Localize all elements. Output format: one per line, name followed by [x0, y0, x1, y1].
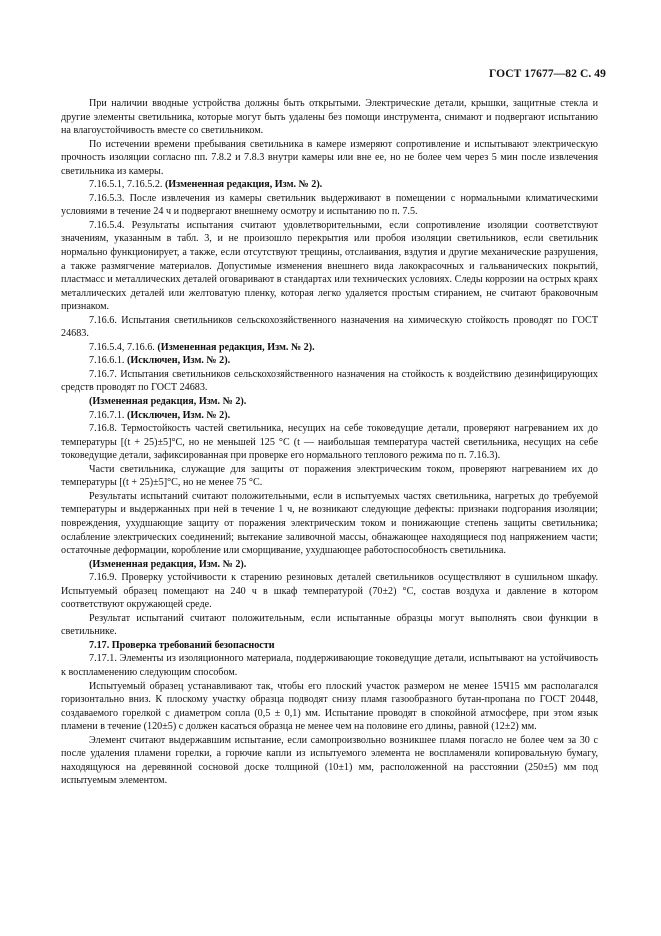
section-heading: 7.17. Проверка требований безопасности [89, 639, 275, 651]
paragraph: Элемент считают выдержавшим испытание, если самопроизвольно возникшее пламя погасло не более чем за 30 с после удаления пламени горелки, а горючие капли из испытуемого элемента не воспламеняли копировальную бумагу, находящуюся на деревянной сосновой доске толщиной (10±1) мм, расположенной на расстоянии (250±5) мм под испытуемым элементом. [61, 734, 598, 787]
paragraph: По истечении времени пребывания светильника в камере измеряют сопротивление и испытывают электрическую прочность изоляции согласно пп. 7.8.2 и 7.8.3 внутри камеры или вне ее, но не более чем через 5 мин после извлечения светильника из камеры. [61, 138, 598, 177]
amendment-note: 7.16.5.4, 7.16.6. (Измененная редакция, Изм. № 2). [89, 341, 315, 353]
paragraph: 7.16.6. Испытания светильников сельскохозяйственного назначения на химическую стойкость проводят по ГОСТ 24683. [61, 314, 598, 340]
paragraph: 7.17.1. Элементы из изоляционного материала, поддерживающие токоведущие детали, испытывают на устойчивость к воспламенению следующим способом. [61, 653, 598, 678]
paragraph: Испытуемый образец устанавливают так, чтобы его плоский участок размером не менее 15Ч15 мм располагался горизонтально вниз. К плоскому участку образца подводят снизу пламя газообразного бутан-пропана по ГОСТ 20448, создаваемого горелкой с диаметром сопла (0,5 ± 0,1) мм. Испытание проводят в спокойной атмосфере, при этом язык пламени в течение (120±5) с должен касаться образца не менее чем на половине его длины, равной (12±2) мм. [61, 680, 598, 733]
paragraph: 7.16.5.3. После извлечения из камеры светильник выдерживают в помещении с нормальными климатическими условиями в течение 24 ч и подвергают внешнему осмотру и испытанию по п. 7.5. [61, 192, 598, 218]
paragraph: Части светильника, служащие для защиты от поражения электрическим током, проверяют нагреванием их до температуры [(t + 25)±5]°C, но не менее 75 °C. [61, 463, 598, 489]
paragraph: 7.16.8. Термостойкость частей светильника, несущих на себе токоведущие детали, проверяют нагреванием их до температуры [(t + 25)±5]°C, но не меньшей 125 °C (t — наибольшая температура частей светильника, несущих на себе токоведущие детали, зафиксированная при проверке его нормального теплового режима по п. 7.16.3). [61, 423, 598, 462]
document-body [61, 97, 598, 788]
page-header: ГОСТ 17677—82 С. 49 [488, 68, 606, 80]
amendment-note: (Измененная редакция, Изм. № 2). [89, 558, 247, 570]
paragraph: 7.16.5.4. Результаты испытания считают удовлетворительными, если сопротивление изоляции соответствуют значениям, указанным в табл. 3, и не произошло перекрытия или пробоя изоляции светильников, если светильник нормально функционирует, а также, если отсутствуют трещины, отслаивания, вздутия и другие механические разрушения, а также размягчение материалов. Допустимые изменения внешнего вида лакокрасочных и гальванических покрытий, пластмасс и металлических деталей оговаривают в стандартах или технических условиях. Следы коррозии на острых краях металлических деталей или желтоватую пленку, которая легко удаляется простым стиранием, не считают браковочным признаком. [61, 219, 598, 313]
paragraph: 7.16.7. Испытания светильников сельскохозяйственного назначения на стойкость к воздействию дезинфицирующих средств проводят по ГОСТ 24683. [61, 368, 598, 394]
paragraph: 7.16.9. Проверку устойчивости к старению резиновых деталей светильников осуществляют в сушильном шкафу. Испытуемый образец помещают на 240 ч в шкаф температурой (70±2) °C, состав воздуха и давление в котором соответствуют окружающей среде. [61, 572, 598, 611]
amendment-note: (Измененная редакция, Изм. № 2). [89, 396, 247, 408]
paragraph: При наличии вводные устройства должны быть открытыми. Электрические детали, крышки, защитные стекла и другие элементы светильника, которые могут быть удалены без помощи инструмента, снимают и подвергают испытанию на влагоустойчивость вместе со светильником. [61, 98, 598, 137]
exclusion-note: 7.16.7.1. (Исключен, Изм. № 2). [89, 409, 231, 421]
paragraph: Результаты испытаний считают положительными, если в испытуемых частях светильника, нагретых до требуемой температуры и выдержанных при ней в течение 1 ч, не возникают следующие дефекты: признаки подгорания изоляции; повреждения, ухудшающие защиту от поражения электрическим током и понижающие степень защиты светильника; ослабление электрических соединений; вытекание заливочной массы, обнажающее находящиеся под напряжением части; остаточные деформации, коробление или сморщивание, ухудшающее работоспособность светильника. [61, 490, 598, 557]
exclusion-note: 7.16.6.1. (Исключен, Изм. № 2). [89, 355, 231, 367]
paragraph: Результат испытаний считают положительным, если испытанные образцы могут выполнять свои функции в светильнике. [61, 612, 598, 638]
amendment-note: 7.16.5.1, 7.16.5.2. (Измененная редакция, Изм. № 2). [89, 179, 323, 191]
